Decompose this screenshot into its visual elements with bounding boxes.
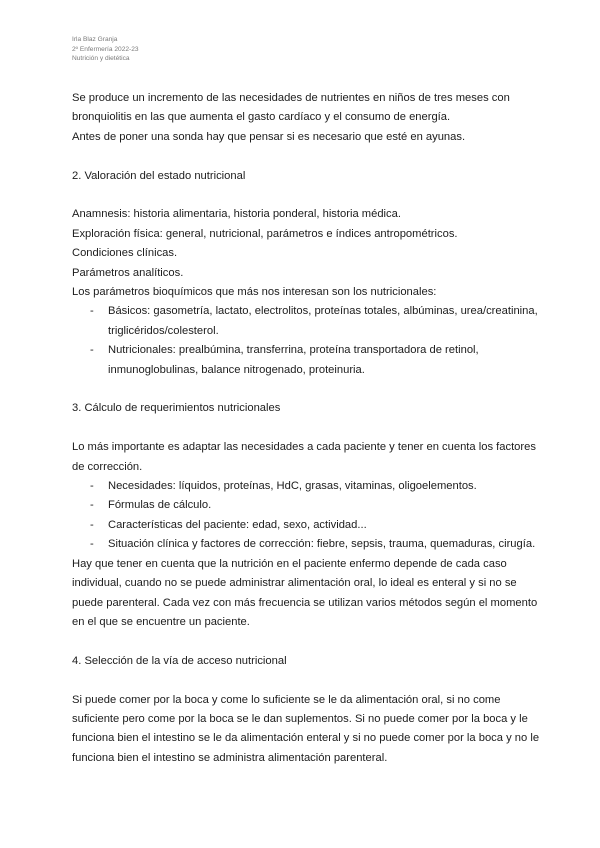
section-2-list	[72, 302, 542, 380]
section-4-heading: 4. Selección de la vía de acceso nutricional	[72, 654, 287, 667]
list-item	[72, 477, 542, 496]
list-item-text: Situación clínica y factores de corrección: fiebre, sepsis, trauma, quemaduras, cirugía.	[108, 538, 536, 551]
section-2-line: Anamnesis: historia alimentaria, historia ponderal, historia médica.	[72, 208, 401, 221]
header-author: Irla Blaz Granja	[72, 36, 118, 43]
dash-bullet: -	[90, 538, 94, 551]
list-item-text: Nutricionales: prealbúmina, transferrina, proteína transportadora de retinol, inmunoglobulinas, balance nitrogenado, proteinuria.	[108, 344, 479, 376]
section-3-outro: Hay que tener en cuenta que la nutrición en el paciente enfermo depende de cada caso individual, cuando no se puede administrar alimentación oral, lo ideal es enteral y si no se puede parenteral. Cada vez con más frecuencia se utilizan varios métodos según el momento en el que se encuentre un paciente.	[72, 557, 538, 628]
list-item	[72, 516, 542, 535]
list-item	[72, 302, 542, 341]
dash-bullet: -	[90, 344, 94, 357]
section-2-line: Condiciones clínicas.	[72, 247, 178, 260]
list-item	[72, 341, 542, 380]
document-body	[72, 89, 542, 768]
list-item-text: Básicos: gasometría, lactato, electrolitos, proteínas totales, albúminas, urea/creatinina, triglicéridos/colesterol.	[108, 305, 538, 337]
list-item	[72, 496, 542, 515]
section-2-line: Parámetros analíticos.	[72, 266, 184, 279]
section-3-intro: Lo más importante es adaptar las necesidades a cada paciente y tener en cuenta los factores de corrección.	[72, 441, 536, 473]
intro-paragraph-1: Se produce un incremento de las necesidades de nutrientes en niños de tres meses con bronquiolitis en las que aumenta el gasto cardíaco y el consumo de energía.	[72, 92, 510, 124]
dash-bullet: -	[90, 518, 94, 531]
list-item-text: Fórmulas de cálculo.	[108, 499, 212, 512]
dash-bullet: -	[90, 499, 94, 512]
section-4-paragraph: Si puede comer por la boca y come lo suficiente se le da alimentación oral, si no come suficiente pero come por la boca se le dan suplementos. Si no puede comer por la boca y le funciona bien el intestino se le da alimentación enteral y si no puede comer por la boca y no le funciona bien el intestino se administra alimentación parenteral.	[72, 693, 540, 764]
dash-bullet: -	[90, 305, 94, 318]
section-3-heading: 3. Cálculo de requerimientos nutricionales	[72, 402, 281, 415]
intro-paragraph-2: Antes de poner una sonda hay que pensar si es necesario que esté en ayunas.	[72, 130, 466, 143]
section-3-list	[72, 477, 542, 555]
header-course: 2º Enfermería 2022-23	[72, 45, 139, 53]
section-2-line: Exploración física: general, nutricional, parámetros e índices antropométricos.	[72, 227, 458, 240]
header-subject: Nutrición y dietética	[72, 55, 130, 62]
list-item-text: Características del paciente: edad, sexo, actividad...	[108, 518, 367, 531]
list-item-text: Necesidades: líquidos, proteínas, HdC, grasas, vitaminas, oligoelementos.	[108, 480, 477, 493]
document-header	[72, 35, 139, 64]
section-2-line: Los parámetros bioquímicos que más nos interesan son los nutricionales:	[72, 286, 437, 299]
dash-bullet: -	[90, 480, 94, 493]
list-item	[72, 535, 542, 554]
section-2-heading: 2. Valoración del estado nutricional	[72, 169, 246, 182]
